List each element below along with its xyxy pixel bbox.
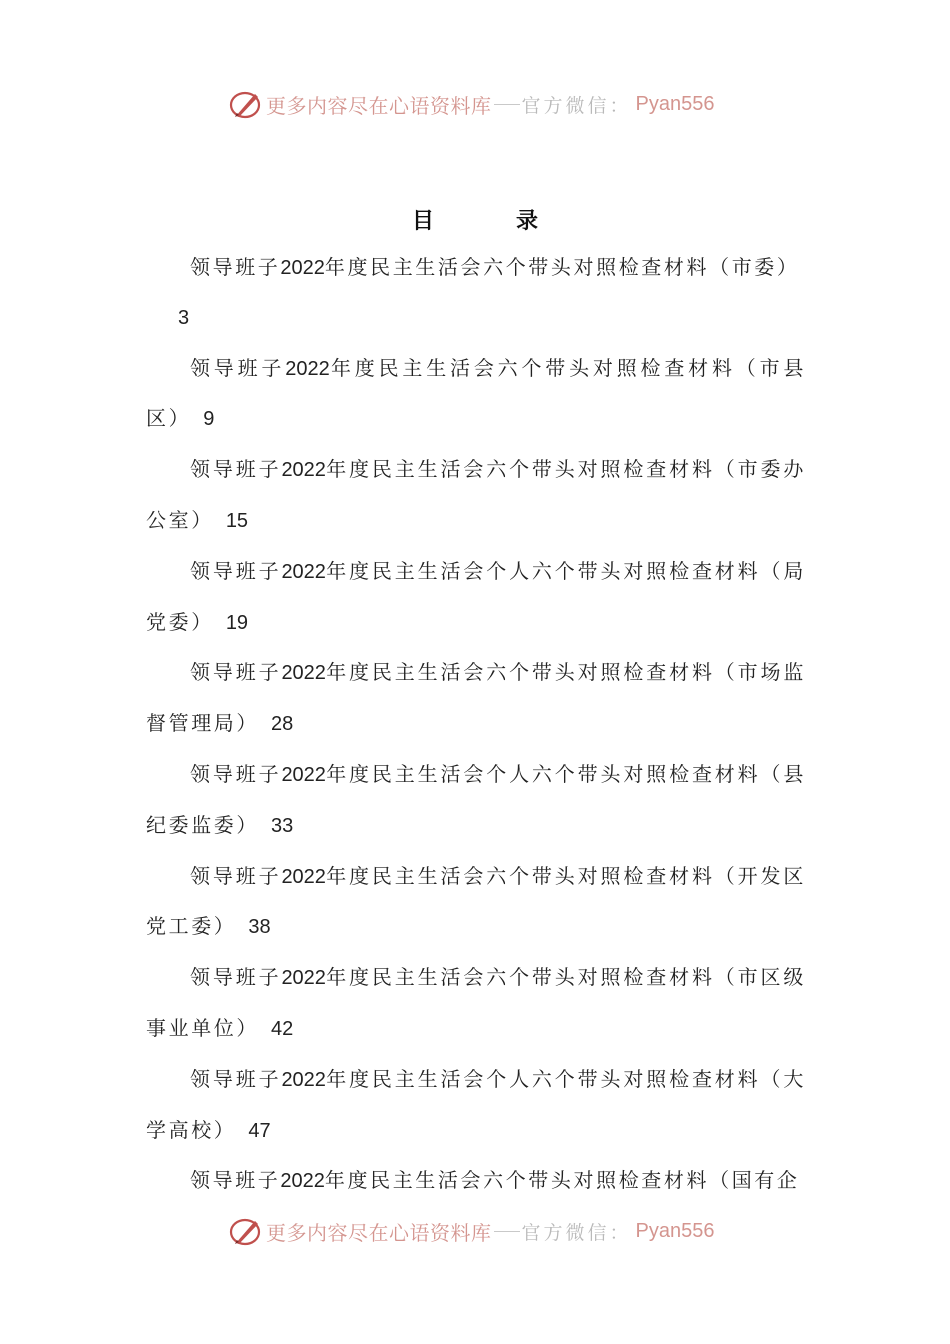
toc-entry-page: 3 <box>178 306 190 329</box>
toc-entry-text: 年度民主生活会六个带头对照检查材料（市委） <box>324 255 800 279</box>
watermark-dash <box>494 104 520 105</box>
toc-entry-text: 年度民主生活会个人六个带头对照检查材料（大学高校） <box>146 1066 806 1142</box>
toc-entry-text: 年度民主生活会六个带头对照检查材料（市区级事业单位） <box>146 965 806 1040</box>
toc-entry[interactable] <box>146 1156 806 1207</box>
toc-entry[interactable] <box>146 852 806 954</box>
toc-entry-prefix: 领导班子 <box>190 1168 281 1193</box>
toc-entry-year: 2022 <box>281 763 326 786</box>
toc-entry[interactable] <box>146 1055 806 1157</box>
toc-entry[interactable] <box>146 547 806 649</box>
toc-entry-year: 2022 <box>281 1068 326 1091</box>
toc-entry[interactable] <box>146 445 806 547</box>
toc-entry-year: 2022 <box>281 459 326 482</box>
toc-entry-prefix: 领导班子 <box>190 457 282 482</box>
watermark-text: 更多内容尽在心语资料库 <box>266 93 492 118</box>
toc-entry-text: 年度民主生活会六个带头对照检查材料（市委办公室） <box>146 457 806 532</box>
toc-entry-year: 2022 <box>285 357 330 380</box>
watermark-wechat-label: 官方微信： <box>521 1221 632 1244</box>
toc-entry-page: 42 <box>271 1017 294 1040</box>
toc-entry-page: 9 <box>203 408 215 431</box>
toc-entry-page: 38 <box>248 916 271 939</box>
toc-entry-prefix: 领导班子 <box>190 965 282 990</box>
toc-entry-text: 年度民主生活会个人六个带头对照检查材料（县纪委监委） <box>146 761 806 837</box>
toc-entry-prefix: 领导班子 <box>190 660 282 685</box>
toc-entry-year: 2022 <box>281 662 326 685</box>
toc-entry[interactable] <box>146 953 806 1055</box>
toc-entry-year: 2022 <box>280 257 325 279</box>
toc-entry-page: 47 <box>248 1119 271 1142</box>
toc-entry-year: 2022 <box>280 1170 325 1193</box>
toc-entry-page: 15 <box>225 509 249 532</box>
toc-entry-text: 年度民主生活会个人六个带头对照检查材料（局党委） <box>146 558 806 634</box>
toc-entry-text: 年度民主生活会六个带头对照检查材料（市场监督管理局） <box>146 660 806 736</box>
toc-entry-text: 年度民主生活会六个带头对照检查材料（市县区） <box>146 355 806 431</box>
pen-logo-icon <box>228 86 264 122</box>
toc-entry-year: 2022 <box>281 560 326 583</box>
toc-entry[interactable] <box>146 344 806 446</box>
header-watermark <box>228 84 714 124</box>
toc-entry-prefix: 领导班子 <box>190 558 282 583</box>
toc-entry-page: 28 <box>271 713 294 736</box>
toc-entry-prefix: 领导班子 <box>190 761 282 786</box>
toc-entry-prefix: 领导班子 <box>190 255 281 279</box>
toc-entry-page: 33 <box>271 814 294 837</box>
toc-entry-prefix: 领导班子 <box>190 355 286 380</box>
watermark-text: 更多内容尽在心语资料库 <box>266 1220 492 1245</box>
footer-watermark <box>228 1211 714 1251</box>
toc-entry-page: 19 <box>225 611 249 634</box>
toc-entry-text: 年度民主生活会六个带头对照检查材料（开发区党工委） <box>146 863 806 939</box>
toc-entry-year: 2022 <box>281 865 326 888</box>
watermark-wechat-id: Pyan556 <box>635 1219 715 1242</box>
toc-entry[interactable] <box>146 243 806 344</box>
toc-entry-prefix: 领导班子 <box>190 863 282 888</box>
toc-entry[interactable] <box>146 750 806 852</box>
toc-entry-prefix: 领导班子 <box>190 1066 282 1091</box>
table-of-contents <box>146 243 806 1207</box>
toc-entry-text: 年度民主生活会六个带头对照检查材料（国有企 <box>324 1168 800 1193</box>
watermark-wechat-id: Pyan556 <box>635 92 715 115</box>
page-title: 目 录 <box>411 208 568 234</box>
watermark-dash <box>494 1231 520 1232</box>
toc-entry-year: 2022 <box>281 967 326 990</box>
pen-logo-icon <box>228 1213 264 1249</box>
toc-entry[interactable] <box>146 648 806 750</box>
watermark-wechat-label: 官方微信： <box>521 94 632 117</box>
